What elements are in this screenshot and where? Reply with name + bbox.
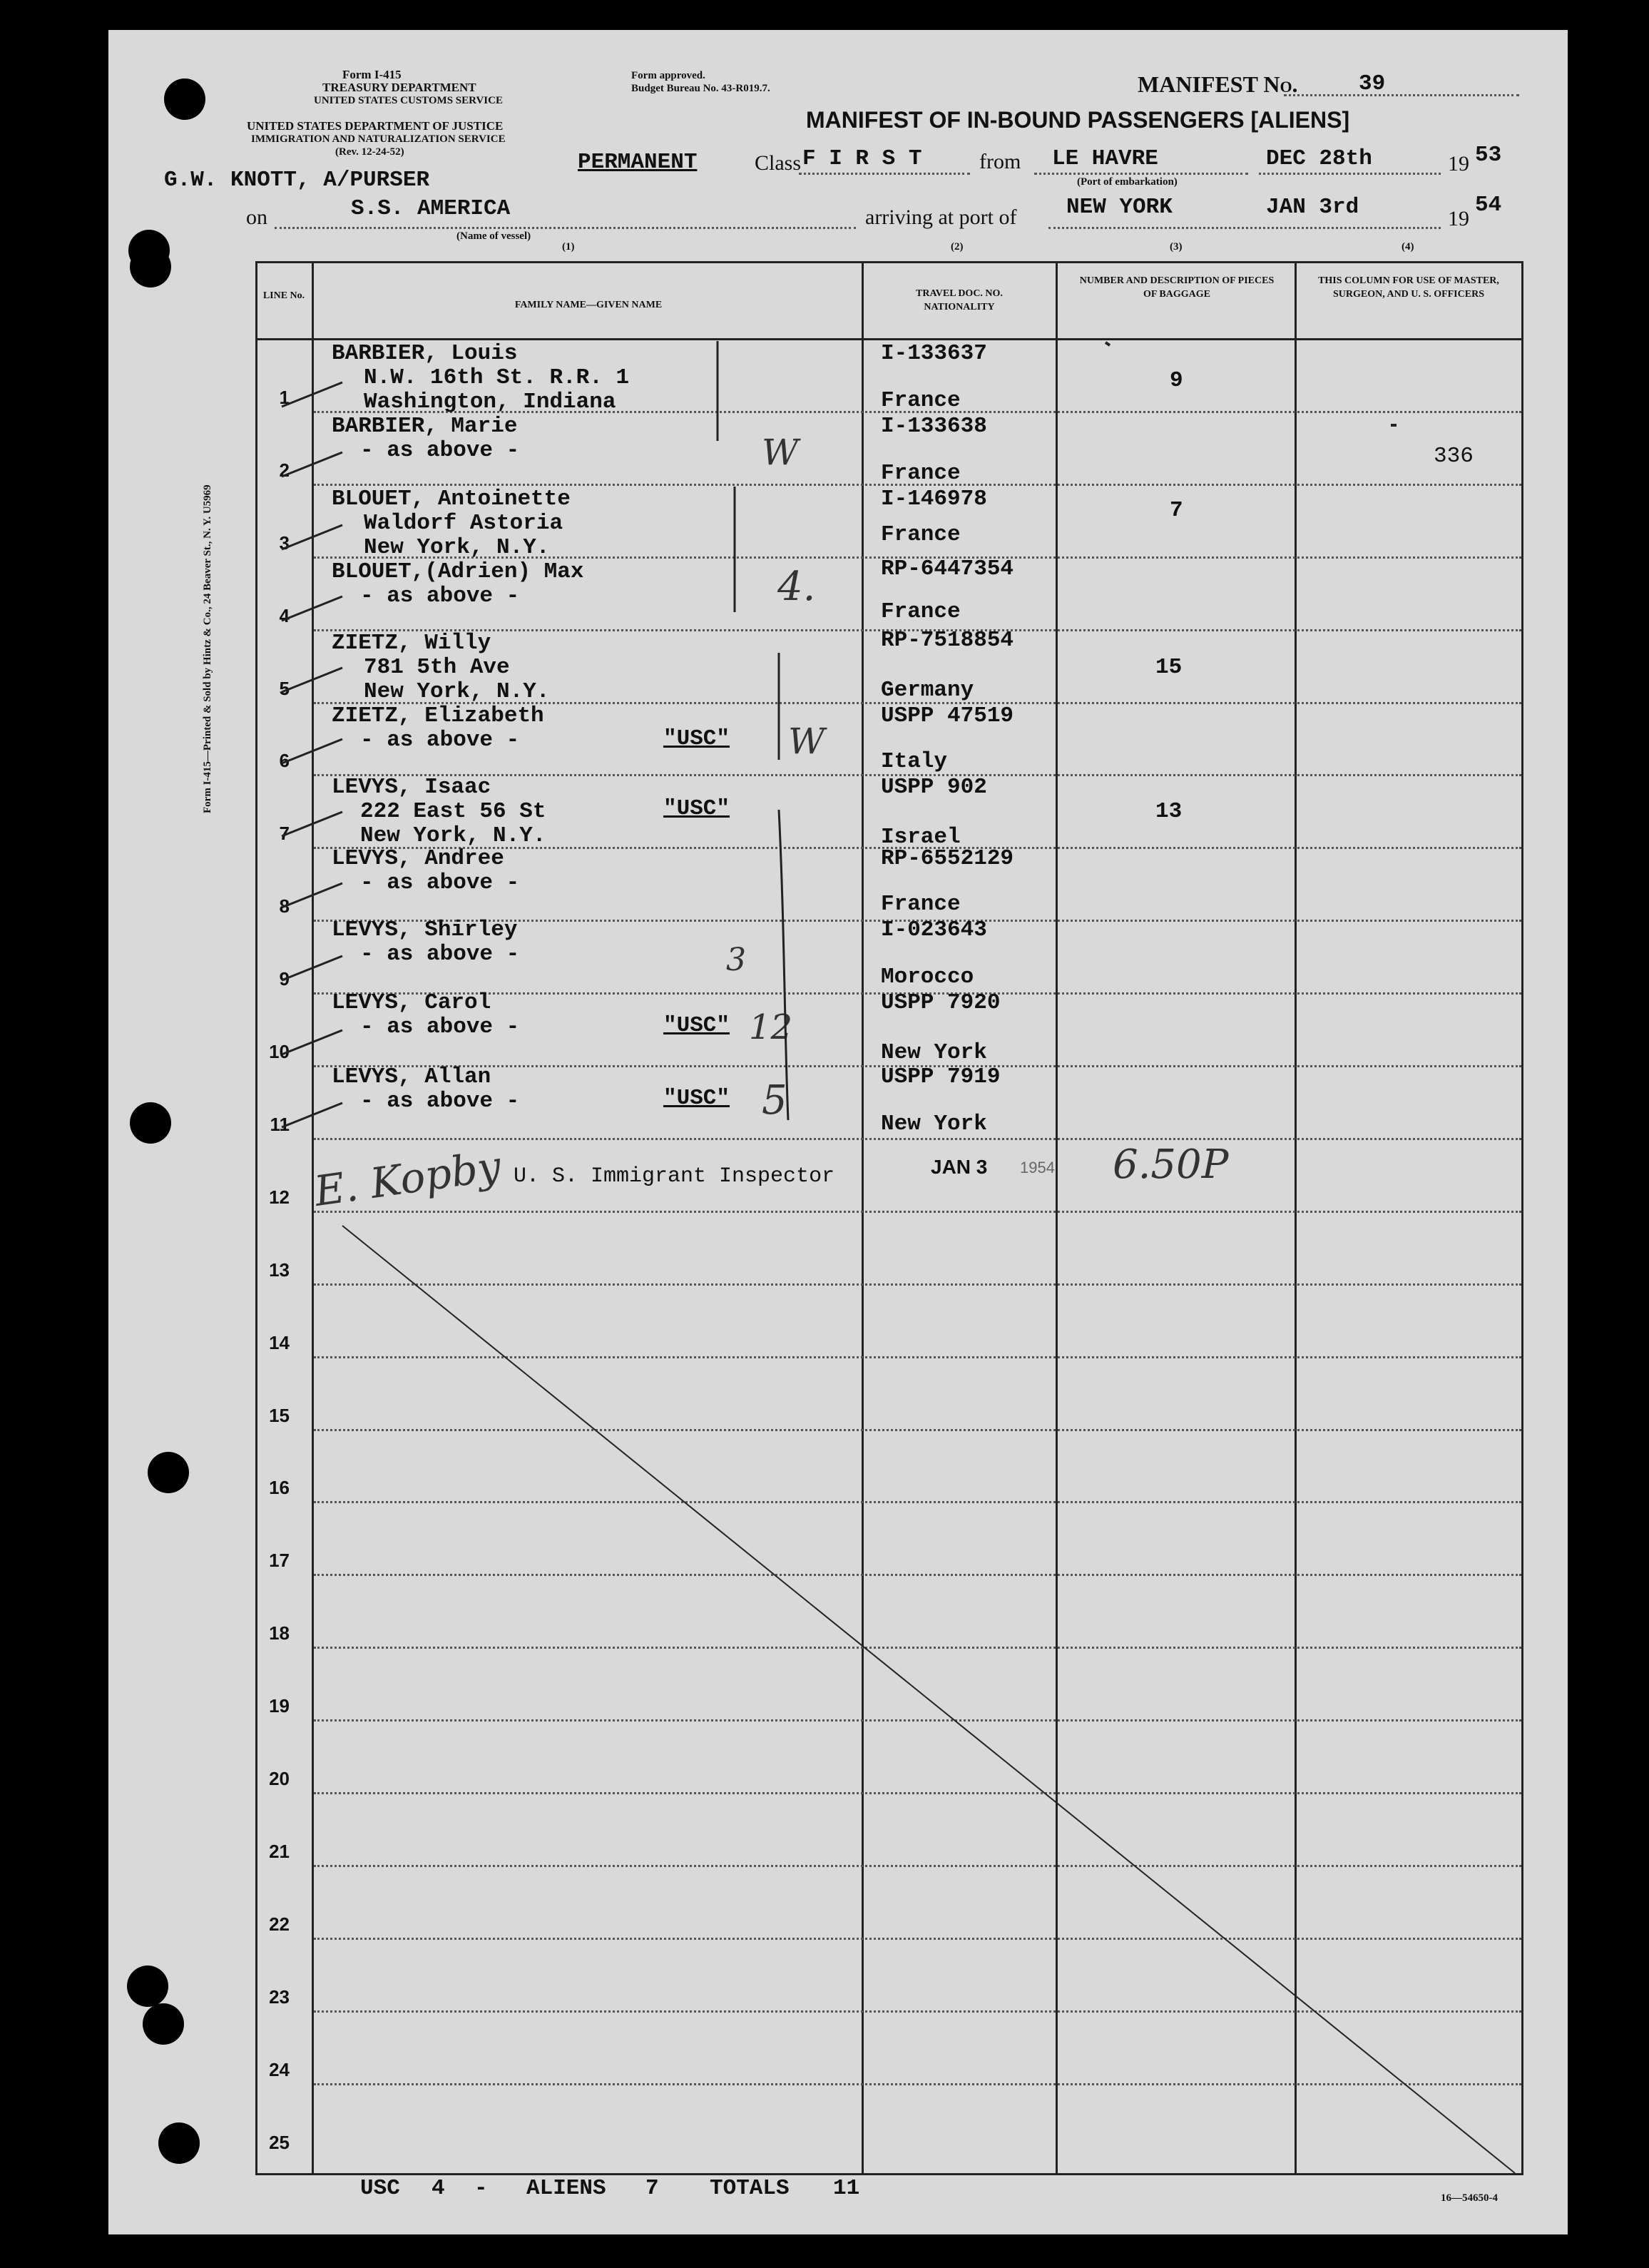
arrival-year: 54 [1475,193,1502,218]
check-mark [282,956,342,980]
family-bracket [779,810,788,1120]
line-number: 25 [269,2132,290,2153]
approved-label: Form approved. [631,70,705,81]
budget-label: Budget Bureau No. 43-R019.7. [631,83,770,94]
passenger-name: LEVYS, Shirley [332,917,518,942]
aliens-total-label: ALIENS [526,2176,606,2201]
line-number: 4 [279,605,290,626]
passenger-address: - as above - [360,1015,520,1039]
travel-doc-number: I-023643 [881,917,987,942]
from-label: from [979,150,1021,173]
handwritten-mark: 12 [749,1007,793,1047]
nationality: Israel [881,825,961,850]
nationality: France [881,522,961,547]
nationality: France [881,388,961,413]
check-mark [282,883,342,907]
passenger-name: ZIETZ, Willy [332,631,491,656]
inspection-stamp-date: JAN 3 [931,1156,988,1178]
nationality: France [881,461,961,486]
rev-label: (Rev. 12-24-52) [335,146,404,158]
inspection-stamp-year: 1954 [1020,1159,1055,1176]
usc-total-count: 4 [432,2176,445,2201]
line-number: 14 [269,1332,290,1353]
cancel-line [342,1226,1515,2173]
line-number: 7 [279,823,290,844]
passenger-name: ZIETZ, Elizabeth [332,703,544,728]
passenger-name: LEVYS, Allan [332,1064,491,1089]
class-value: F I R S T [802,146,922,171]
line-number: 11 [270,1114,290,1135]
col-num-3: (3) [1170,241,1183,253]
col-num-2: (2) [951,241,964,253]
manifest-no-value: 39 [1359,71,1386,96]
line-number: 9 [279,968,290,990]
line-number: 23 [269,1986,290,2008]
treasury-label: TREASURY DEPARTMENT [322,81,476,94]
line-number: 3 [279,532,290,554]
line-number: 18 [269,1622,290,1644]
travel-doc-number: I-133637 [881,341,987,366]
embarkation-caption: (Port of embarkation) [1077,176,1178,188]
baggage-count: 9 [1170,368,1183,393]
printer-imprint: Form I-415—Printed & Sold by Hintz & Co., 24 Beaver St., N. Y. U5969 [202,484,213,813]
line-number: 6 [279,750,290,771]
travel-doc-number: USPP 902 [881,775,987,800]
col-header-travel-doc: TRAVEL DOC. NO. NATIONALITY [916,288,1003,312]
handwritten-mark: W [762,432,799,473]
passenger-address: - as above - [360,584,520,609]
passenger-address: Waldorf Astoria [364,511,563,536]
nationality: New York [881,1112,987,1136]
line-number: 13 [269,1259,290,1281]
passenger-address: N.W. 16th St. R.R. 1 [364,365,630,390]
usc-marker: "USC" [663,726,730,751]
line-number: 12 [269,1186,290,1208]
totals-separator: - [474,2176,488,2201]
passenger-address: - as above - [360,728,520,753]
check-mark [282,812,342,836]
passenger-address: - as above - [360,870,520,895]
travel-doc-number: USPP 7919 [881,1064,1001,1089]
passenger-name: LEVYS, Andree [332,846,504,871]
vessel-caption: (Name of vessel) [456,230,531,242]
check-mark [282,668,342,692]
departure-date: DEC 28th [1266,146,1372,171]
check-mark [282,596,342,621]
inspection-time: 6.50P [1113,1141,1229,1188]
col-header-baggage: NUMBER AND DESCRIPTION OF PIECES OF BAGGAGE [1079,275,1275,300]
passenger-address: - as above - [360,438,520,463]
officer-note: 336 [1434,444,1474,469]
line-number: 20 [269,1768,290,1789]
arrival-port: NEW YORK [1066,195,1173,220]
line-number: 8 [279,895,290,917]
passenger-address: New York, N.Y. [364,535,550,560]
line-number: 17 [269,1550,290,1571]
manifest-title: MANIFEST OF IN-BOUND PASSENGERS [ALIENS] [806,107,1350,133]
passenger-name: BARBIER, Marie [332,414,518,439]
baggage-count: 15 [1155,655,1183,680]
line-number: 1 [279,387,290,408]
manifest-no-label: MANIFEST No. [1138,71,1298,97]
permanent-label: PERMANENT [578,150,698,175]
check-mark [282,739,342,763]
nationality: Germany [881,678,974,703]
travel-doc-number: USPP 47519 [881,703,1014,728]
line-number: 15 [269,1405,290,1426]
grand-total-count: 11 [833,2176,860,2201]
travel-doc-number: I-146978 [881,487,987,512]
line-number: 22 [269,1913,290,1935]
travel-doc-number: RP-7518854 [881,628,1014,653]
handwritten-mark: 3 [726,942,746,978]
embarkation-port: LE HAVRE [1052,146,1158,171]
grand-total-label: TOTALS [710,2176,790,2201]
on-label: on [246,205,267,229]
purser-name: G.W. KNOTT, A/PURSER [164,168,430,193]
form-number: Form I-415 [342,68,402,81]
line-number: 10 [269,1041,290,1062]
usc-marker: "USC" [663,1013,730,1038]
departure-year: 53 [1475,143,1502,168]
arrival-date: JAN 3rd [1266,195,1359,220]
passenger-name: BLOUET, Antoinette [332,487,571,512]
aliens-total-count: 7 [645,2176,659,2201]
passenger-address: New York, N.Y. [364,679,550,704]
handwritten-mark: 5 [762,1077,787,1124]
nationality: Italy [881,749,948,774]
check-mark [282,382,342,407]
nationality: France [881,892,961,917]
col-header-name: FAMILY NAME—GIVEN NAME [514,300,663,310]
passenger-address: 222 East 56 St [360,799,546,824]
col-header-officers: THIS COLUMN FOR USE OF MASTER, SURGEON, AND U. S. OFFICERS [1318,275,1499,300]
class-label: Class [755,151,802,175]
nationality: New York [881,1040,987,1065]
line-number: 5 [279,678,290,699]
usc-marker: "USC" [663,1086,730,1111]
passenger-name: LEVYS, Isaac [332,775,491,800]
passenger-name: BARBIER, Louis [332,341,518,366]
nationality: France [881,599,961,624]
arrival-year-prefix: 19 [1448,207,1469,230]
baggage-count: 7 [1170,498,1183,523]
passenger-address: - as above - [360,942,520,967]
passenger-address: 781 5th Ave [364,655,510,680]
passenger-address: New York, N.Y. [360,823,546,848]
col-header-line-no: LINE No. [262,290,305,301]
travel-doc-number: RP-6552129 [881,846,1014,871]
check-mark [282,452,342,477]
handwritten-mark: 4. [777,564,816,610]
passenger-name: LEVYS, Carol [332,990,491,1015]
col-num-4: (4) [1402,241,1414,253]
line-number: 16 [269,1477,290,1498]
print-code: 16—54650-4 [1441,2192,1498,2204]
vessel-name: S.S. AMERICA [351,196,511,221]
usc-total-label: USC [360,2176,400,2201]
usc-marker: "USC" [663,796,730,821]
inspector-title: U. S. Immigrant Inspector [514,1164,835,1189]
travel-doc-number: RP-6447354 [881,556,1014,581]
travel-doc-number: I-133638 [881,414,987,439]
line-number: 2 [279,459,290,481]
ins-label: IMMIGRATION AND NATURALIZATION SERVICE [251,133,506,145]
handwritten-mark: W [788,721,825,762]
check-mark [282,1103,342,1127]
passenger-address: Washington, Indiana [364,390,616,415]
check-mark [282,1030,342,1054]
check-mark [282,525,342,549]
col-num-1: (1) [562,241,575,253]
customs-label: UNITED STATES CUSTOMS SERVICE [314,95,503,106]
baggage-count: 13 [1155,799,1183,824]
departure-year-prefix: 19 [1448,152,1469,176]
nationality: Morocco [881,965,974,990]
justice-label: UNITED STATES DEPARTMENT OF JUSTICE [247,119,504,133]
passenger-address: - as above - [360,1089,520,1114]
passenger-name: BLOUET,(Adrien) Max [332,559,584,584]
line-number: 19 [269,1695,290,1717]
travel-doc-number: USPP 7920 [881,990,1001,1015]
inspector-signature: E. Kopby [311,1141,504,1216]
arriving-label: arriving at port of [865,205,1017,229]
line-number: 24 [269,2059,290,2080]
line-number: 21 [269,1841,290,1862]
